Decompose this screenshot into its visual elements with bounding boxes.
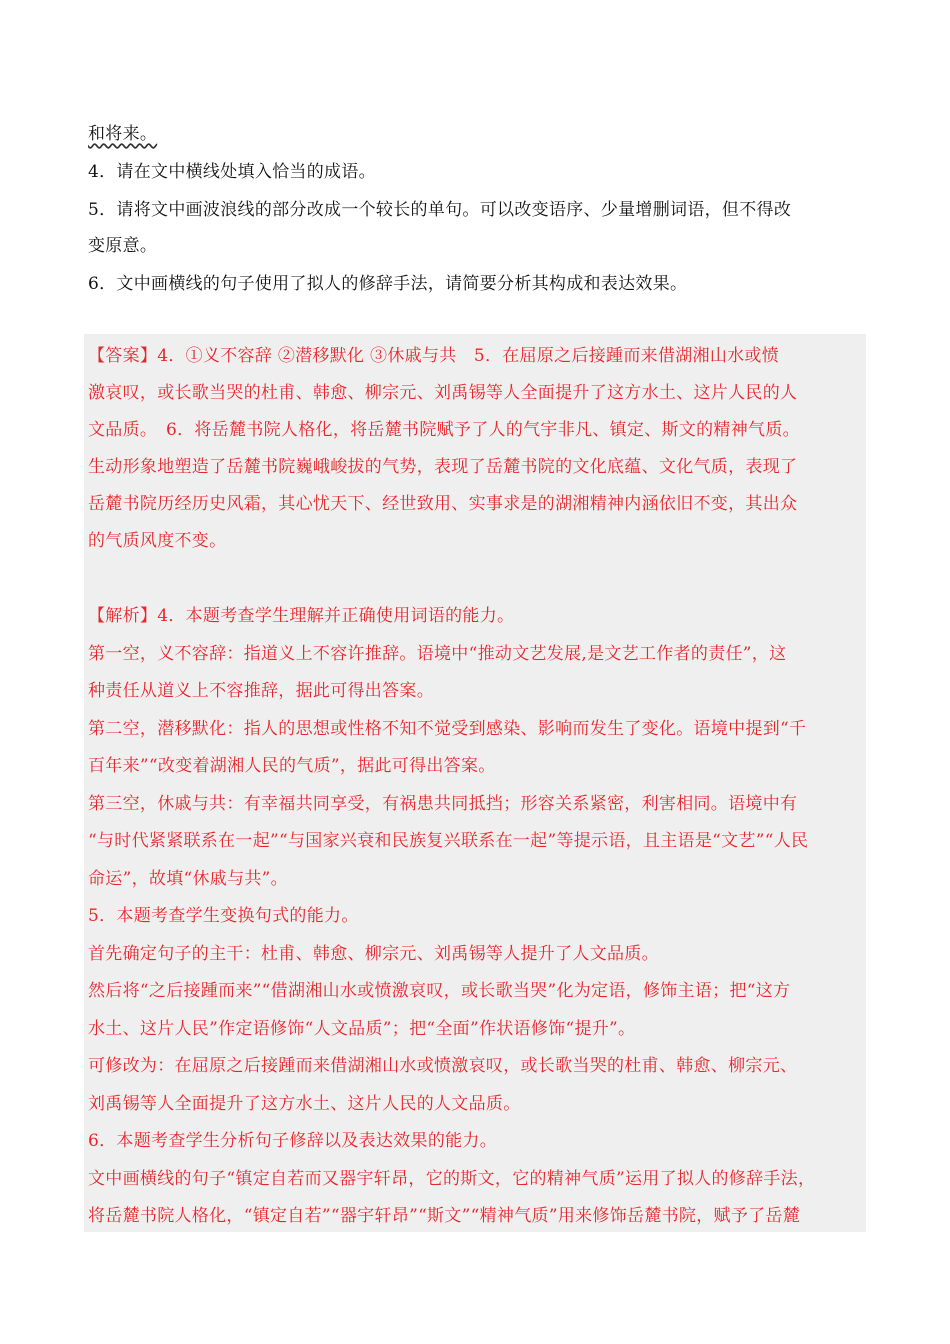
question-6: 6．文中画横线的句子使用了拟人的修辞手法，请简要分析其构成和表达效果。: [88, 274, 688, 294]
answer-line: 【答案】4．①义不容辞 ②潜移默化 ③休戚与共 5．在屈原之后接踵而来借湖湘山水或愤: [88, 346, 780, 366]
analysis-line: 种责任从道义上不容推辞，据此可得出答案。: [88, 681, 434, 701]
answer-line: 的气质风度不变。: [88, 531, 227, 551]
question-5-line-1: 5．请将文中画波浪线的部分改成一个较长的单句。可以改变语序、少量增删词语，但不得改: [88, 200, 792, 220]
analysis-line: 第三空，休戚与共：有幸福共同享受，有祸患共同抵挡；形容关系紧密，利害相同。语境中有: [88, 794, 798, 814]
analysis-line: 第二空，潜移默化：指人的思想或性格不知不觉受到感染、影响而发生了变化。语境中提到“千: [88, 719, 807, 739]
analysis-line: 刘禹锡等人全面提升了这方水土、这片人民的人文品质。: [88, 1094, 521, 1114]
analysis-line: 5．本题考查学生变换句式的能力。: [88, 906, 359, 926]
analysis-line: 【解析】4．本题考查学生理解并正确使用词语的能力。: [88, 606, 515, 626]
analysis-line: 首先确定句子的主干：杜甫、韩愈、柳宗元、刘禹锡等人提升了人文品质。: [88, 944, 659, 964]
question-4: 4．请在文中横线处填入恰当的成语。: [88, 162, 376, 182]
answer-line: 生动形象地塑造了岳麓书院巍峨峻拔的气势，表现了岳麓书院的文化底蕴、文化气质，表现了: [88, 457, 798, 477]
analysis-line: 文中画横线的句子“镇定自若而又器宇轩昂，它的斯文，它的精神气质”运用了拟人的修辞手法，: [88, 1169, 816, 1189]
analysis-line: 第一空，义不容辞：指道义上不容许推辞。语境中“推动文艺发展,是文艺工作者的责任”，这: [88, 644, 787, 664]
analysis-line: 6．本题考查学生分析句子修辞以及表达效果的能力。: [88, 1131, 498, 1151]
answer-line: 岳麓书院历经历史风霜，其心忧天下、经世致用、实事求是的湖湘精神内涵依旧不变，其出众: [88, 494, 798, 514]
continued-text: 和将来。: [88, 124, 158, 144]
analysis-line: “与时代紧紧联系在一起”“与国家兴衰和民族复兴联系在一起”等提示语，且主语是“文艺”“人民: [88, 831, 809, 851]
analysis-line: 然后将“之后接踵而来”“借湖湘山水或愤激哀叹，或长歌当哭”化为定语，修饰主语；把“这方: [88, 981, 791, 1001]
answer-line: 文品质。 6．将岳麓书院人格化，将岳麓书院赋予了人的气宇非凡、镇定、斯文的精神气质。: [88, 420, 800, 440]
analysis-line: 水土、这片人民”作定语修饰“人文品质”；把“全面”作状语修饰“提升”。: [88, 1019, 636, 1039]
question-5-line-2: 变原意。: [88, 236, 158, 256]
analysis-line: 命运”，故填“休戚与共”。: [88, 869, 288, 889]
answer-line: 激哀叹，或长歌当哭的杜甫、韩愈、柳宗元、刘禹锡等人全面提升了这方水土、这片人民的人: [88, 383, 798, 403]
analysis-line: 可修改为：在屈原之后接踵而来借湖湘山水或愤激哀叹，或长歌当哭的杜甫、韩愈、柳宗元、: [88, 1056, 798, 1076]
analysis-line: 将岳麓书院人格化，“镇定自若”“器宇轩昂”“斯文”“精神气质”用来修饰岳麓书院，赋予了岳麓: [88, 1206, 801, 1226]
analysis-line: 百年来”“改变着湖湘人民的气质”，据此可得出答案。: [88, 756, 496, 776]
